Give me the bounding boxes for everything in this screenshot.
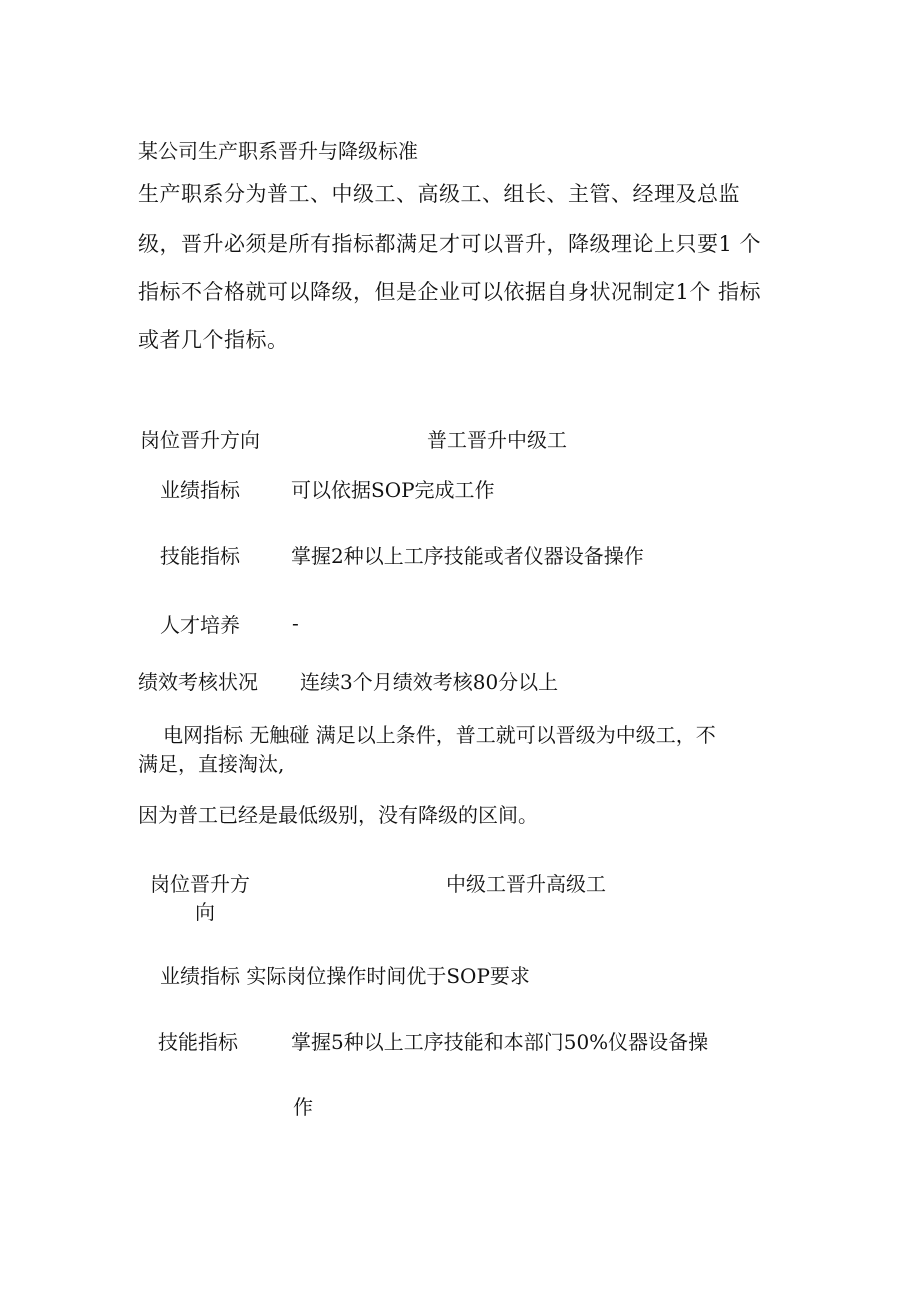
direction-label: 岗位晋升方 bbox=[150, 872, 250, 896]
talent-label: 人才培养 bbox=[160, 613, 240, 637]
intro-line: 或者几个指标。 bbox=[138, 328, 289, 352]
appraisal-label: 绩效考核状况 bbox=[138, 670, 258, 694]
direction-label-wrap: 向 bbox=[195, 900, 215, 924]
performance-line: 业绩指标 实际岗位操作时间优于SOP要求 bbox=[160, 964, 530, 988]
appraisal-value: 连续3个月绩效考核80分以上 bbox=[300, 670, 559, 694]
intro-line: 生产职系分为普工、中级工、高级工、组长、主管、经理及总监 bbox=[138, 182, 740, 206]
skill-value: 掌握5种以上工序技能和本部门50%仪器设备操 bbox=[291, 1030, 709, 1054]
skill-value-wrap: 作 bbox=[293, 1095, 313, 1119]
performance-label: 业绩指标 bbox=[160, 478, 240, 502]
performance-value: 可以依据SOP完成工作 bbox=[291, 478, 495, 502]
grid-indicator-line: 满足，直接淘汰, bbox=[138, 752, 285, 776]
talent-value: - bbox=[292, 611, 299, 635]
direction-value: 普工晋升中级工 bbox=[427, 428, 567, 452]
grid-indicator-line: 电网指标 无触碰 满足以上条件，普工就可以晋级为中级工，不 bbox=[163, 723, 716, 747]
skill-value: 掌握2种以上工序技能或者仪器设备操作 bbox=[291, 544, 644, 568]
direction-value: 中级工晋升高级工 bbox=[446, 872, 606, 896]
intro-line: 指标不合格就可以降级，但是企业可以依据自身状况制定1个 指标 bbox=[138, 280, 762, 304]
skill-label: 技能指标 bbox=[158, 1030, 238, 1054]
skill-label: 技能指标 bbox=[160, 544, 240, 568]
intro-line: 级，晋升必须是所有指标都满足才可以晋升，降级理论上只要1 个 bbox=[138, 232, 762, 256]
demotion-note: 因为普工已经是最低级别，没有降级的区间。 bbox=[138, 803, 538, 827]
direction-label: 岗位晋升方向 bbox=[140, 428, 260, 452]
document-title: 某公司生产职系晋升与降级标准 bbox=[138, 139, 418, 163]
